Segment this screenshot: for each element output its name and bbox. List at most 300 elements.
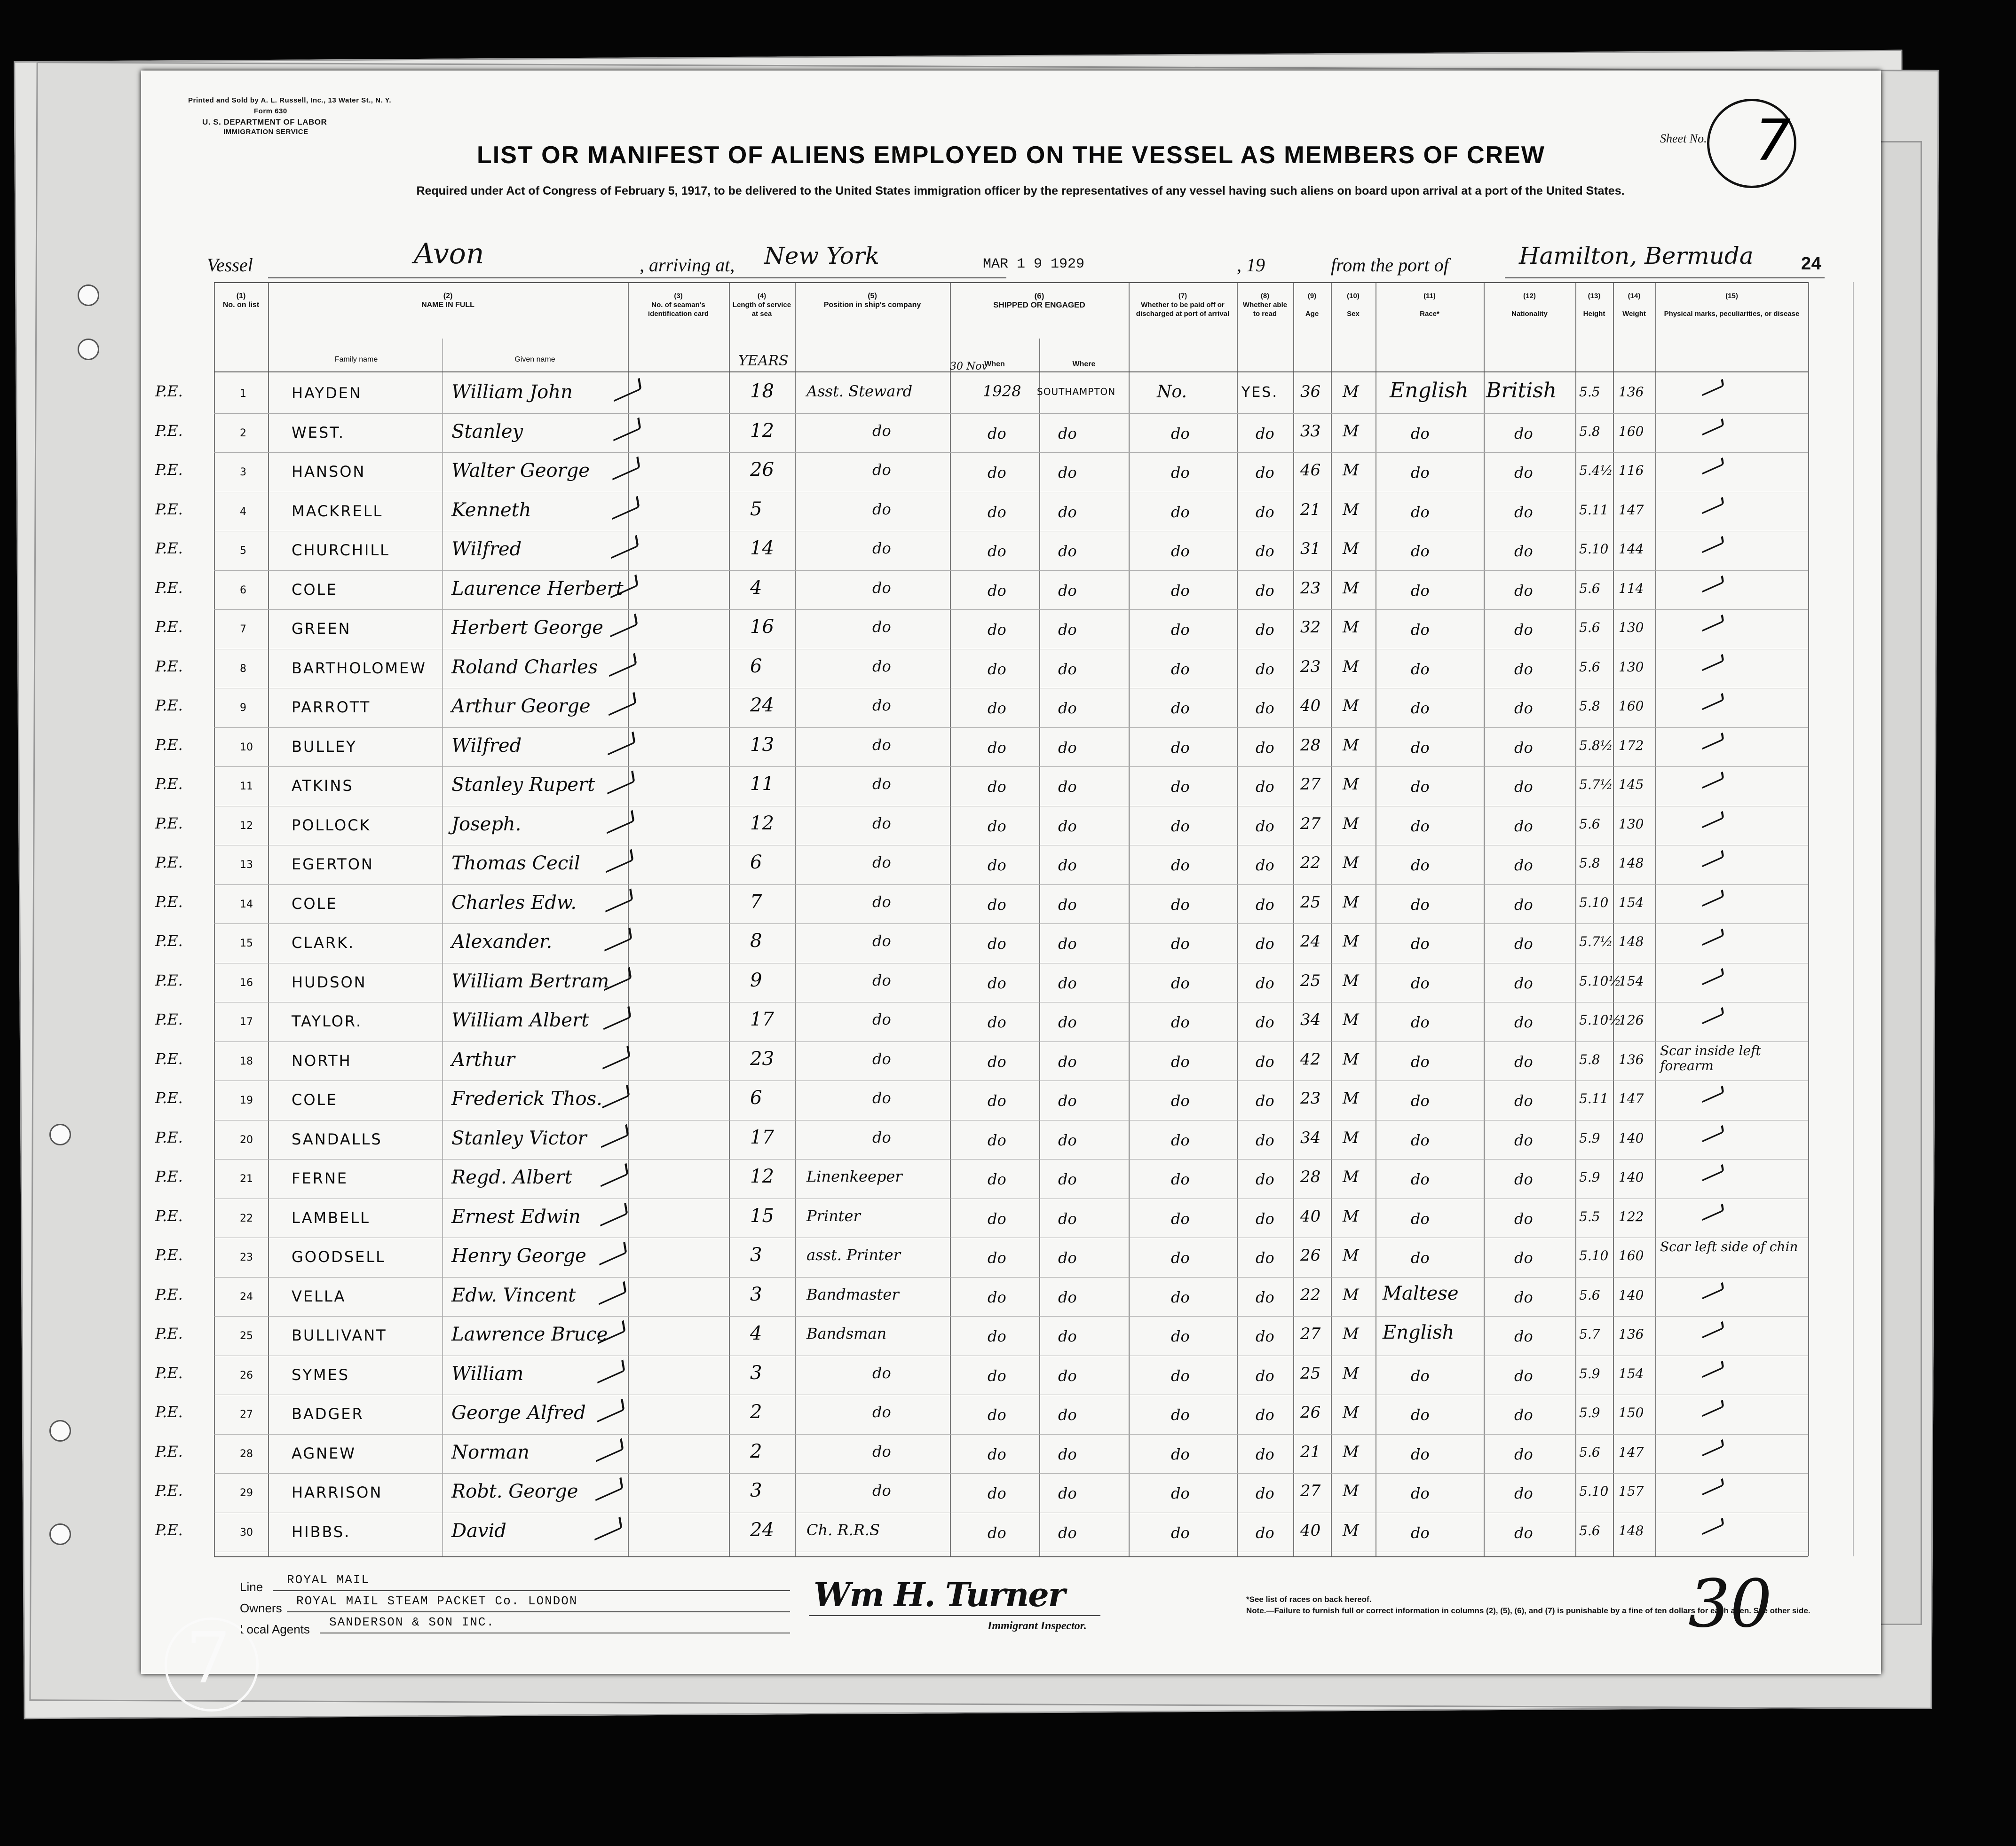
- marks-check-mark: [1701, 889, 1724, 907]
- marks-check-mark: [1701, 850, 1724, 868]
- engaged-where-ditto: do: [1058, 1052, 1077, 1071]
- able-to-read-ditto: do: [1256, 660, 1274, 678]
- column-divider: [795, 282, 796, 1556]
- col-family-name-header: Family name: [334, 355, 378, 363]
- year-label: , 19: [1237, 254, 1265, 276]
- row-divider: [214, 1316, 1808, 1317]
- able-to-read-ditto: do: [1256, 1523, 1274, 1542]
- able-to-read-ditto: do: [1256, 1013, 1274, 1031]
- column-divider: [1808, 282, 1809, 1556]
- position: do: [872, 1089, 891, 1107]
- family-name: GOODSELL: [292, 1248, 386, 1266]
- printer-line: Printed and Sold by A. L. Russell, Inc., 13 Water St., N. Y.: [188, 96, 392, 104]
- engaged-when-ditto: do: [988, 699, 1006, 717]
- service-years: 3: [750, 1362, 762, 1384]
- position: do: [872, 421, 891, 440]
- race-ditto: do: [1411, 1249, 1430, 1267]
- age: 23: [1300, 657, 1321, 676]
- paid-off-ditto: do: [1171, 1445, 1190, 1463]
- able-to-read-ditto: do: [1256, 1445, 1274, 1463]
- given-name: Charles Edw.: [451, 891, 577, 914]
- engaged-when-ditto: do: [988, 935, 1006, 953]
- engaged-year: 1928: [983, 382, 1021, 400]
- weight: 172: [1619, 737, 1644, 753]
- race-ditto: do: [1411, 1092, 1430, 1110]
- row-number: 20: [240, 1134, 253, 1146]
- sex: M: [1343, 657, 1359, 676]
- age: 28: [1300, 735, 1321, 755]
- race: English: [1390, 379, 1469, 402]
- able-to-read-ditto: do: [1256, 581, 1274, 600]
- nationality-ditto: do: [1514, 1484, 1533, 1502]
- given-name: Lawrence Bruce: [451, 1324, 608, 1345]
- able-to-read-ditto: do: [1256, 778, 1274, 796]
- family-name: LAMBELL: [292, 1208, 370, 1227]
- row-divider: [214, 1159, 1808, 1160]
- engaged-when-ditto: do: [988, 1445, 1006, 1463]
- department-line: U. S. DEPARTMENT OF LABOR: [202, 118, 327, 126]
- position: Bandmaster: [806, 1285, 899, 1303]
- service-years: 6: [750, 852, 762, 873]
- family-name: BULLIVANT: [292, 1326, 387, 1344]
- position: do: [872, 1364, 891, 1382]
- row-number: 21: [240, 1173, 253, 1185]
- height: 5.10: [1579, 894, 1609, 910]
- engaged-when-ditto: do: [988, 1170, 1006, 1188]
- age: 33: [1300, 421, 1321, 441]
- engaged-where-ditto: do: [1058, 1445, 1077, 1463]
- paid-off-ditto: do: [1171, 1092, 1190, 1110]
- row-margin-mark: P.E.: [155, 1049, 183, 1068]
- race-ditto: do: [1411, 895, 1430, 914]
- service-years: 26: [750, 459, 774, 481]
- family-name: COLE: [292, 580, 338, 599]
- col-service-header: (4) Length of service at sea: [732, 292, 791, 318]
- from-port-label: from the port of: [1331, 254, 1449, 276]
- race-ditto: do: [1411, 1523, 1430, 1542]
- col-nationality-header: (12) Nationality: [1511, 292, 1548, 318]
- engaged-where-ditto: do: [1058, 424, 1077, 442]
- row-margin-mark: P.E.: [155, 735, 183, 754]
- row-margin-mark: P.E.: [155, 618, 183, 636]
- col-height-header: (13) Height: [1583, 292, 1605, 318]
- service-years: 3: [750, 1480, 762, 1501]
- paid-off-ditto: do: [1171, 1484, 1190, 1502]
- age: 22: [1300, 853, 1321, 872]
- row-number: 23: [240, 1252, 253, 1263]
- row-margin-mark: P.E.: [155, 461, 183, 479]
- paid-off-ditto: do: [1171, 464, 1190, 481]
- family-name: ATKINS: [292, 777, 354, 795]
- total-count: 30: [1688, 1566, 1772, 1642]
- row-divider: [214, 609, 1808, 610]
- engaged-where-ditto: do: [1058, 1406, 1077, 1424]
- row-margin-mark: P.E.: [155, 500, 183, 518]
- engaged-where-ditto: do: [1058, 1170, 1077, 1188]
- id-card-check-mark: [597, 1281, 626, 1305]
- given-name: Joseph.: [451, 813, 522, 835]
- height: 5.5: [1579, 1208, 1600, 1224]
- paid-off-ditto: do: [1171, 1523, 1190, 1542]
- line-value: ROYAL MAIL: [287, 1573, 370, 1587]
- paid-off-ditto: do: [1171, 424, 1190, 442]
- row-margin-mark: P.E.: [155, 814, 183, 832]
- sex: M: [1343, 1049, 1359, 1069]
- column-divider: [1613, 282, 1614, 1556]
- height: 5.6: [1579, 1287, 1600, 1303]
- nationality-ditto: do: [1514, 699, 1533, 717]
- weight: 157: [1619, 1483, 1644, 1499]
- marks-check-mark: [1701, 1086, 1724, 1103]
- column-divider: [1039, 339, 1040, 1556]
- engaged-when-ditto: do: [988, 1523, 1006, 1542]
- height: 5.6: [1579, 580, 1600, 596]
- engaged-when-ditto: do: [988, 1249, 1006, 1267]
- family-name: HANSON: [292, 463, 366, 481]
- nationality-ditto: do: [1514, 1445, 1533, 1463]
- service-years: 9: [750, 969, 762, 991]
- id-card-check-mark: [609, 535, 639, 559]
- row-margin-mark: P.E.: [155, 421, 183, 440]
- id-card-check-mark: [611, 456, 640, 480]
- service-years: 15: [750, 1205, 774, 1227]
- age: 26: [1300, 1246, 1321, 1265]
- id-card-check-mark: [598, 1202, 628, 1226]
- weight: 140: [1619, 1169, 1644, 1185]
- vessel-label: Vessel: [207, 254, 253, 276]
- paid-off-ditto: do: [1171, 1013, 1190, 1031]
- id-card-check-mark: [603, 927, 632, 951]
- column-divider: [1655, 282, 1656, 1556]
- service-years: 16: [750, 616, 774, 638]
- nationality-ditto: do: [1514, 424, 1533, 442]
- service-years: 12: [750, 1166, 774, 1187]
- race-ditto: do: [1411, 974, 1430, 992]
- row-margin-mark: P.E.: [155, 1403, 183, 1421]
- page-number: 24: [1801, 254, 1822, 274]
- engaged-when-ditto: do: [988, 1366, 1006, 1385]
- family-name: SYMES: [292, 1365, 349, 1384]
- marks-check-mark: [1701, 811, 1724, 828]
- marks-check-mark: [1701, 458, 1724, 475]
- nationality-ditto: do: [1514, 1170, 1533, 1188]
- manifest-page: [141, 71, 1881, 1674]
- height: 5.11: [1579, 1091, 1609, 1106]
- sex: M: [1343, 382, 1359, 401]
- age: 21: [1300, 500, 1321, 519]
- row-number: 11: [240, 781, 253, 792]
- sex: M: [1343, 1442, 1359, 1461]
- age: 27: [1300, 1325, 1321, 1343]
- id-card-check-mark: [601, 1045, 631, 1069]
- nationality: British: [1486, 379, 1557, 402]
- marks-check-mark: [1701, 1164, 1724, 1182]
- age: 40: [1300, 1207, 1321, 1226]
- given-name: Thomas Cecil: [451, 852, 580, 874]
- row-divider: [214, 1277, 1808, 1278]
- paid-off-ditto: do: [1171, 935, 1190, 953]
- row-number: 26: [240, 1369, 253, 1381]
- able-to-read-ditto: do: [1256, 1170, 1274, 1188]
- paid-off-ditto: do: [1171, 895, 1190, 914]
- row-margin-mark: P.E.: [155, 1442, 183, 1460]
- given-name: Wilfred: [451, 734, 522, 757]
- row-number: 24: [240, 1291, 253, 1303]
- sex: M: [1343, 1285, 1359, 1304]
- given-name: Roland Charles: [451, 656, 598, 678]
- binder-hole: [49, 1124, 71, 1145]
- engaged-when-ditto: do: [988, 621, 1006, 639]
- weight: 150: [1619, 1405, 1644, 1420]
- height: 5.10: [1579, 1483, 1609, 1499]
- race-ditto: do: [1411, 464, 1430, 481]
- engaged-when-ditto: do: [988, 1288, 1006, 1306]
- paid-off-ditto: do: [1171, 1131, 1190, 1149]
- id-card-check-mark: [604, 849, 634, 873]
- nationality-ditto: do: [1514, 935, 1533, 953]
- position: do: [872, 1403, 891, 1421]
- nationality-ditto: do: [1514, 581, 1533, 600]
- sex: M: [1343, 696, 1359, 715]
- col-name-header: (2) NAME IN FULL: [421, 292, 474, 309]
- position: do: [872, 853, 891, 871]
- height: 5.9: [1579, 1130, 1600, 1146]
- weight: 144: [1619, 541, 1644, 557]
- form-number: Form 630: [254, 107, 287, 115]
- weight: 148: [1619, 1523, 1644, 1538]
- height: 5.7: [1579, 1326, 1600, 1342]
- paid-off: No.: [1157, 382, 1187, 402]
- table-bottom-border: [214, 1556, 1808, 1557]
- position: do: [872, 1049, 891, 1068]
- service-years: 18: [750, 380, 774, 402]
- row-number: 18: [240, 1055, 253, 1067]
- weight: 160: [1619, 423, 1644, 439]
- given-name: Ernest Edwin: [451, 1206, 581, 1228]
- service-years: 4: [750, 1323, 762, 1344]
- marks-check-mark: [1701, 536, 1724, 553]
- given-name: Walter George: [451, 460, 590, 481]
- position: Ch. R.R.S: [806, 1521, 880, 1539]
- sex: M: [1343, 1364, 1359, 1383]
- family-name: BARTHOLOMEW: [292, 659, 427, 677]
- race-ditto: do: [1411, 1406, 1430, 1424]
- service-years: 14: [750, 537, 774, 559]
- row-number: 3: [240, 466, 246, 478]
- inspector-signature: Wm H. Turner: [814, 1575, 1065, 1614]
- col-id-card-header: (3) No. of seaman's identification card: [648, 292, 709, 318]
- years-label: YEARS: [738, 353, 789, 369]
- engaged-where-ditto: do: [1058, 464, 1077, 481]
- engaged-when-ditto: do: [988, 503, 1006, 521]
- id-card-check-mark: [605, 810, 634, 834]
- sex: M: [1343, 1010, 1359, 1029]
- able-to-read-ditto: do: [1256, 817, 1274, 835]
- physical-marks: Scar left side of chin: [1660, 1239, 1798, 1254]
- engaged-month: 30 Nov: [950, 361, 988, 372]
- paid-off-ditto: do: [1171, 817, 1190, 835]
- marks-check-mark: [1701, 654, 1724, 671]
- family-name: CLARK.: [292, 934, 355, 952]
- able-to-read-ditto: do: [1256, 1327, 1274, 1345]
- given-name: William: [451, 1363, 524, 1385]
- marks-check-mark: [1701, 1125, 1724, 1142]
- row-divider: [214, 1041, 1808, 1042]
- weight: 140: [1619, 1130, 1644, 1146]
- age: 25: [1300, 971, 1321, 990]
- height: 5.10: [1579, 1248, 1609, 1263]
- nationality-ditto: do: [1514, 1052, 1533, 1071]
- engaged-where-ditto: do: [1058, 660, 1077, 678]
- signature-underline: [809, 1615, 1100, 1616]
- paid-off-ditto: do: [1171, 856, 1190, 874]
- height: 5.4½: [1579, 463, 1613, 478]
- row-margin-mark: P.E.: [155, 539, 183, 557]
- column-divider: [1293, 282, 1294, 1556]
- sex: M: [1343, 853, 1359, 872]
- column-divider: [442, 339, 443, 1556]
- weight: 145: [1619, 777, 1644, 792]
- able-to-read-ditto: do: [1256, 856, 1274, 874]
- row-number: 5: [240, 545, 246, 557]
- paid-off-ditto: do: [1171, 1170, 1190, 1188]
- marks-check-mark: [1701, 772, 1724, 789]
- column-divider: [214, 282, 215, 1556]
- given-name: William John: [451, 381, 573, 403]
- row-margin-mark: P.E.: [155, 892, 183, 911]
- age: 23: [1300, 1089, 1321, 1108]
- position: do: [872, 500, 891, 518]
- paid-off-ditto: do: [1171, 660, 1190, 678]
- marks-check-mark: [1701, 1439, 1724, 1456]
- nationality-ditto: do: [1514, 503, 1533, 521]
- row-divider: [214, 452, 1808, 453]
- engaged-where-ditto: do: [1058, 895, 1077, 914]
- marks-check-mark: [1701, 1360, 1724, 1378]
- age: 25: [1300, 1364, 1321, 1383]
- marks-check-mark: [1701, 968, 1724, 985]
- weight: 147: [1619, 502, 1644, 518]
- row-number: 2: [240, 427, 246, 439]
- sex: M: [1343, 618, 1359, 637]
- race-ditto: do: [1411, 699, 1430, 717]
- row-divider: [214, 727, 1808, 728]
- sex: M: [1343, 578, 1359, 598]
- marks-check-mark: [1701, 379, 1724, 396]
- position: do: [872, 775, 891, 793]
- given-name: George Alfred: [451, 1402, 586, 1424]
- position: Bandsman: [806, 1325, 887, 1342]
- age: 26: [1300, 1403, 1321, 1422]
- arrival-date-stamp: MAR 1 9 1929: [983, 256, 1085, 272]
- given-name: Robt. George: [451, 1481, 578, 1502]
- able-to-read-ditto: do: [1256, 974, 1274, 992]
- sex: M: [1343, 735, 1359, 755]
- race-ditto: do: [1411, 1445, 1430, 1463]
- nationality-ditto: do: [1514, 660, 1533, 678]
- column-divider: [1237, 282, 1238, 1556]
- weight: 114: [1619, 580, 1644, 596]
- id-card-check-mark: [598, 1241, 627, 1265]
- id-card-check-mark: [593, 1516, 623, 1540]
- vessel-underline: [268, 277, 781, 278]
- row-number: 19: [240, 1095, 253, 1106]
- able-to-read-ditto: do: [1256, 1366, 1274, 1385]
- owners-value: ROYAL MAIL STEAM PACKET Co. LONDON: [296, 1594, 578, 1608]
- row-margin-mark: P.E.: [155, 1246, 183, 1264]
- paid-off-ditto: do: [1171, 581, 1190, 600]
- position: do: [872, 735, 891, 754]
- column-divider: [1853, 282, 1854, 1556]
- position: do: [872, 971, 891, 989]
- weight: 130: [1619, 659, 1644, 675]
- row-margin-mark: P.E.: [155, 1207, 183, 1225]
- row-divider: [214, 766, 1808, 767]
- row-number: 29: [240, 1487, 253, 1499]
- column-divider: [729, 282, 730, 1556]
- inspector-label: Immigrant Inspector.: [988, 1620, 1087, 1632]
- engaged-when-ditto: do: [988, 856, 1006, 874]
- paid-off-ditto: do: [1171, 738, 1190, 757]
- family-name: PARROTT: [292, 698, 371, 716]
- row-margin-mark: P.E.: [155, 775, 183, 793]
- weight: 136: [1619, 384, 1644, 400]
- age: 32: [1300, 618, 1321, 637]
- engaged-when-ditto: do: [988, 1013, 1006, 1031]
- nationality-ditto: do: [1514, 738, 1533, 757]
- race-ditto: do: [1411, 1484, 1430, 1502]
- given-name: William Albert: [451, 1010, 589, 1031]
- row-number: 7: [240, 623, 246, 635]
- engaged-when-ditto: do: [988, 660, 1006, 678]
- weight: 147: [1619, 1444, 1644, 1460]
- line-underline: [273, 1590, 790, 1591]
- nationality-ditto: do: [1514, 1092, 1533, 1110]
- able-to-read-ditto: do: [1256, 1288, 1274, 1306]
- engaged-where-ditto: do: [1058, 1484, 1077, 1502]
- weight: 160: [1619, 698, 1644, 714]
- nationality-ditto: do: [1514, 1327, 1533, 1345]
- position: do: [872, 1442, 891, 1460]
- height: 5.9: [1579, 1365, 1600, 1381]
- row-margin-mark: P.E.: [155, 1285, 183, 1303]
- service-years: 13: [750, 734, 774, 756]
- age: 28: [1300, 1168, 1321, 1186]
- sex: M: [1343, 971, 1359, 990]
- table-top-border: [214, 282, 1808, 283]
- row-number: 25: [240, 1330, 253, 1342]
- position: do: [872, 618, 891, 636]
- header-bottom-border: [214, 371, 1808, 372]
- engaged-when-ditto: do: [988, 738, 1006, 757]
- able-to-read-ditto: do: [1256, 1406, 1274, 1424]
- nationality-ditto: do: [1514, 621, 1533, 639]
- engaged-when-ditto: do: [988, 974, 1006, 992]
- given-name: Wilfred: [451, 538, 522, 560]
- engaged-where-ditto: do: [1058, 503, 1077, 521]
- age: 27: [1300, 775, 1321, 794]
- column-divider: [1331, 282, 1332, 1556]
- engaged-where-ditto: do: [1058, 1288, 1077, 1306]
- able-to-read-ditto: do: [1256, 699, 1274, 717]
- paid-off-ditto: do: [1171, 503, 1190, 521]
- family-name: SANDALLS: [292, 1130, 382, 1148]
- binder-hole: [49, 1523, 71, 1545]
- engaged-when-ditto: do: [988, 1484, 1006, 1502]
- age: 24: [1300, 932, 1321, 951]
- engaged-where-ditto: do: [1058, 1327, 1077, 1345]
- paid-off-ditto: do: [1171, 1327, 1190, 1345]
